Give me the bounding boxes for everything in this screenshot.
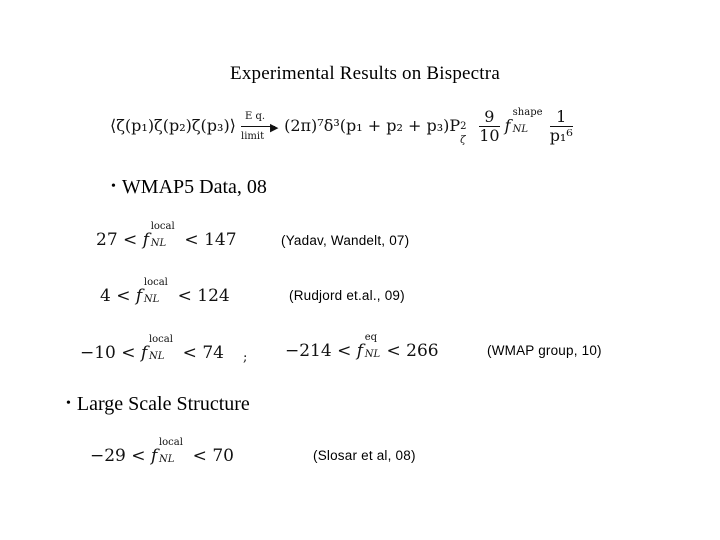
section-heading-wmap5: WMAP5 Data, 08 [121, 176, 267, 198]
bullet-lss [66, 393, 250, 416]
bullet-icon: • [66, 396, 71, 411]
arrow-top-label: E q. [245, 110, 266, 122]
power-exponent: 2 [460, 121, 467, 132]
citation-slosar: (Slosar et al, 08) [313, 448, 416, 463]
bound-slosar: −29 < f local NL < 70 [90, 437, 234, 466]
bullet-icon: • [111, 179, 116, 194]
arrow-bottom-label: limit [241, 130, 265, 142]
bound-separator: ; [243, 350, 248, 365]
bispectrum-formula [110, 108, 573, 145]
power-subscript: ζ [460, 135, 466, 146]
bullet-wmap5 [111, 176, 267, 199]
bound-rudjord: 4 < f local NL < 124 [100, 277, 230, 306]
arrow-head-icon: ▶ [270, 120, 279, 134]
bound-local-wmap: −10 < f local NL < 74 [80, 334, 224, 363]
section-heading-lss: Large Scale Structure [76, 393, 250, 415]
bound-yadav: 27 < f local NL < 147 [96, 221, 237, 250]
fraction-one-over-p1: $\frac{1}{\text{p₁⁶}}$ [549, 107, 573, 145]
fraction-nine-tenths: $\frac{9}{10}$ [479, 107, 500, 145]
page-title: Experimental Results on Bispectra [230, 63, 500, 84]
formula-lhs: ⟨ζ(p₁)ζ(p₂)ζ(p₃)⟩ [110, 116, 236, 135]
citation-rudjord: (Rudjord et.al., 09) [289, 288, 405, 303]
citation-wmap-group: (WMAP group, 10) [487, 343, 602, 358]
limit-arrow [241, 112, 279, 142]
bound-equilateral-wmap: −214 < f eq NL < 266 [285, 332, 439, 361]
formula-rhs: (2π)⁷δ³(p₁ + p₂ + p₃)P [284, 116, 461, 135]
f-nl-shape: f shape NL [504, 107, 543, 135]
citation-yadav: (Yadav, Wandelt, 07) [281, 233, 410, 248]
